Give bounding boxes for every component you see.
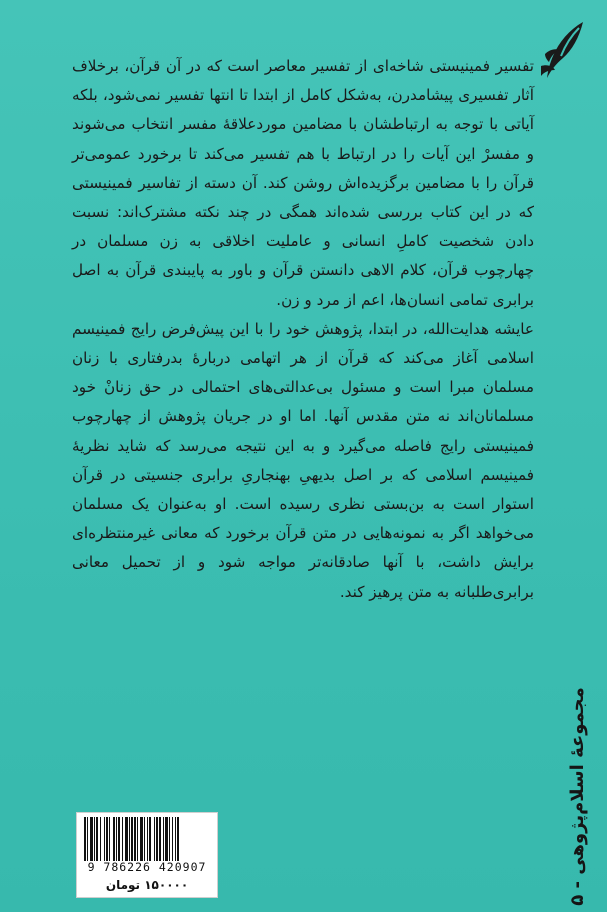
barcode-bar — [104, 817, 105, 861]
barcode-bar — [129, 817, 130, 861]
barcode-bar — [140, 817, 143, 861]
barcode-bar — [159, 817, 161, 861]
barcode-bar — [118, 817, 120, 861]
barcode-bar — [154, 817, 155, 861]
barcode-bar — [90, 817, 93, 861]
isbn-digits: 9 786226 420907 — [87, 860, 207, 874]
barcode-bar — [137, 817, 138, 861]
quill-bird-logo — [539, 20, 585, 82]
barcode-bar — [100, 817, 101, 861]
barcode-bar — [175, 817, 176, 861]
price-label: ۱۵۰۰۰۰ تومان — [105, 878, 189, 892]
barcode-bar — [163, 817, 164, 861]
barcode-bar — [165, 817, 168, 861]
barcode-bar — [116, 817, 117, 861]
barcode-bar — [96, 817, 98, 861]
barcode-bar — [156, 817, 158, 861]
barcode-bar — [172, 817, 173, 861]
barcode-box — [76, 812, 218, 898]
blurb-paragraph-1: تفسیر فمینیستی شاخه‌ای از تفسیر معاصر است که در آن قرآن، برخلاف آثار تفسیری پیشامدرن، به‌شکل کامل از ابتدا تا انتها تفسیر نمی‌شود، بلکه آیاتی با توجه به ارتباطشان با مضامین موردعلاقهٔ مفسر انتخاب می‌شوند و مفسرْ این آیات را در ارتباط با هم تفسیر می‌کند تا برخورد عمومی‌تر قرآن را با مضامین برگزیده‌اش روشن کند. آن دسته از تفاسیر فمینیستی که در این کتاب بررسی شده‌اند همگی در چند نکته مشترک‌اند: نسبت دادن شخصیت کاملِ انسانی و عاملیت اخلاقی به زن مسلمان در چهارچوب قرآن، کلام الاهی دانستن قرآن و باور به پایبندی قرآن به اصل برابری تمامی انسان‌ها، اعم از مرد و زن. — [72, 57, 534, 309]
blurb-paragraph-2: عایشه هدایت‌الله، در ابتدا، پژوهش خود را با این پیش‌فرض رایج فمینیسم اسلامی آغاز می‌کند که قرآن از هر اتهامی دربارهٔ بدرفتاری با زنان مسلمان مبرا است و مسئول بی‌عدالتی‌های احتمالی در حق زنانْ خود مسلمانان‌اند نه متن مقدس آنها. اما او در جریان پژوهش از چهارچوب فمینیستی رایج فاصله می‌گیرد و به این نتیجه می‌رسد که شاید نظریهٔ فمینیسم اسلامی که بر اصل بدیهیِ بهنجاریِ برابری جنسیتی در قرآن استوار است به بن‌بستی نظری رسیده است. او به‌عنوان یک مسلمان می‌خواهد اگر به نمونه‌هایی در متن قرآن برخورد که معانی غیرمنتظره‌ای برایش داشت، با آنها صادقانه‌تر مواجه شود و از تحمیل معانی برابری‌طلبانه به متن پرهیز کند. — [72, 319, 534, 601]
barcode-bar — [94, 817, 95, 861]
isbn-barcode — [84, 817, 210, 861]
barcode-bar — [147, 817, 148, 861]
back-cover-blurb — [72, 52, 534, 607]
barcode-bar — [134, 817, 136, 861]
barcode-bar — [109, 817, 110, 861]
barcode-bar — [125, 817, 128, 861]
barcode-bar — [144, 817, 145, 861]
barcode-bar — [84, 817, 86, 861]
barcode-bar — [106, 817, 108, 861]
barcode-bar — [177, 817, 179, 861]
series-label: مجموعهٔ اسلام‌پژوهی - ۵ — [566, 686, 588, 906]
barcode-bar — [169, 817, 170, 861]
barcode-bar — [149, 817, 151, 861]
barcode-bar — [87, 817, 88, 861]
barcode-bar — [113, 817, 115, 861]
series-label-container — [559, 686, 595, 906]
barcode-bar — [131, 817, 133, 861]
barcode-bar — [122, 817, 123, 861]
